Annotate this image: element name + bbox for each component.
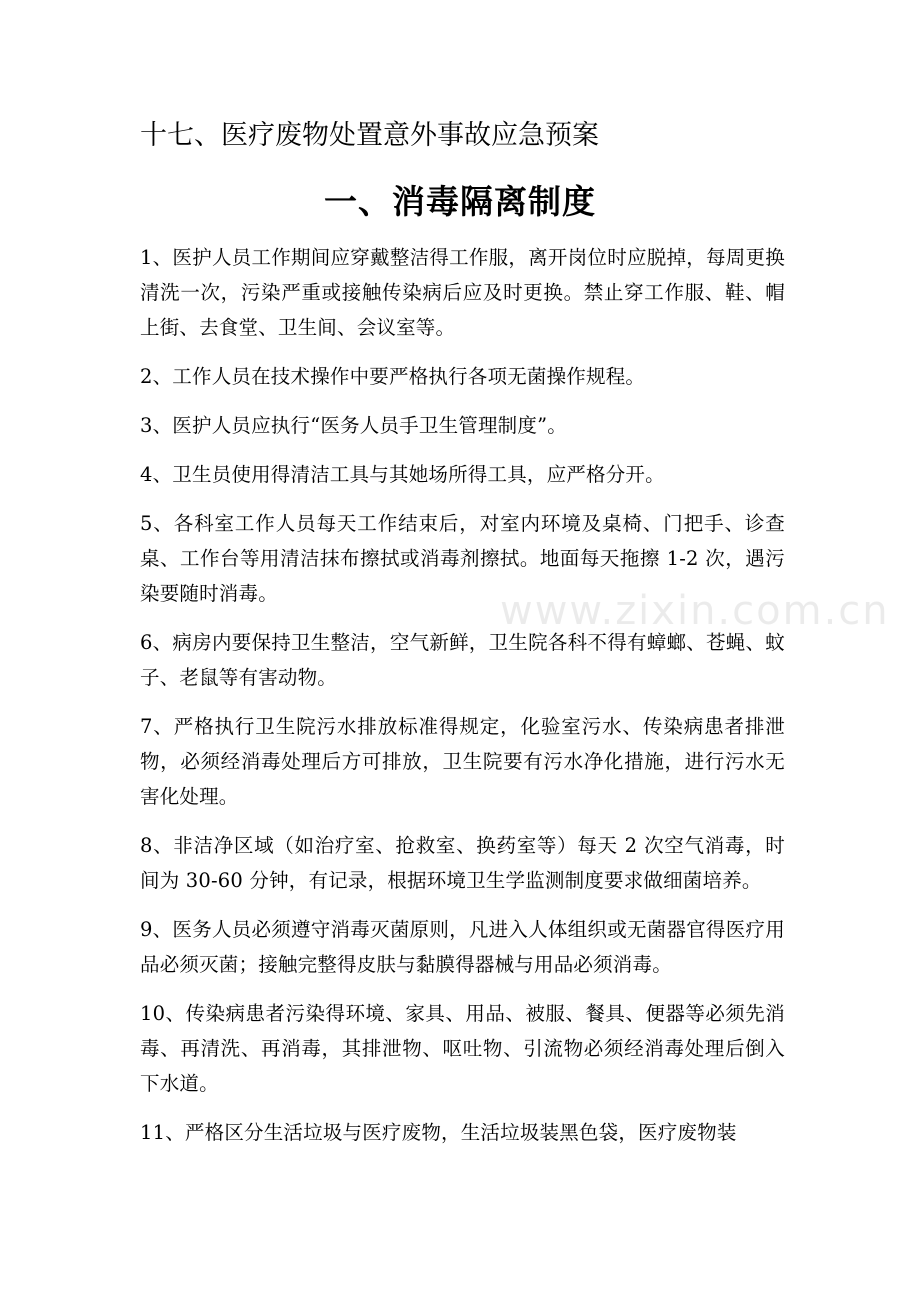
paragraph-5: 5、各科室工作人员每天工作结束后，对室内环境及桌椅、门把手、诊查桌、工作台等用清洁抹布擦拭或消毒剂擦拭。地面每天拖擦 1-2 次，遇污染要随时消毒。 <box>140 512 785 605</box>
paragraph-2: 2、工作人员在技术操作中要严格执行各项无菌操作规程。 <box>140 365 646 388</box>
paragraph-8: 8、非洁净区域（如治疗室、抢救室、换药室等）每天 2 次空气消毒，时间为 30-60 分钟，有记录，根据环境卫生学监测制度要求做细菌培养。 <box>140 834 785 892</box>
paragraph-9: 9、医务人员必须遵守消毒灭菌原则，凡进入人体组织或无菌器官得医疗用品必须灭菌；接触完整得皮肤与黏膜得器械与用品必须消毒。 <box>140 918 785 976</box>
document-body <box>140 240 785 1164</box>
section-heading: 十七、医疗废物处置意外事故应急预案 <box>140 120 599 151</box>
paragraph-7: 7、严格执行卫生院污水排放标准得规定，化验室污水、传染病患者排泄物，必须经消毒处理后方可排放，卫生院要有污水净化措施，进行污水无害化处理。 <box>140 715 785 808</box>
page-title: 一、消毒隔离制度 <box>324 182 596 221</box>
paragraph-11: 11、严格区分生活垃圾与医疗废物，生活垃圾装黑色袋，医疗废物装 <box>140 1121 737 1144</box>
paragraph-3: 3、医护人员应执行“医务人员手卫生管理制度”。 <box>140 414 567 437</box>
paragraph-10: 10、传染病患者污染得环境、家具、用品、被服、餐具、便器等必须先消毒、再清洗、再消毒，其排泄物、呕吐物、引流物必须经消毒处理后倒入下水道。 <box>140 1002 785 1095</box>
paragraph-6: 6、病房内要保持卫生整洁，空气新鲜，卫生院各科不得有蟑螂、苍蝇、蚊子、老鼠等有害动物。 <box>140 631 785 689</box>
paragraph-4: 4、卫生员使用得清洁工具与其她场所得工具，应严格分开。 <box>140 463 665 486</box>
paragraph-1: 1、医护人员工作期间应穿戴整洁得工作服，离开岗位时应脱掉，每周更换清洗一次，污染严重或接触传染病后应及时更换。禁止穿工作服、鞋、帽上街、去食堂、卫生间、会议室等。 <box>140 246 785 339</box>
watermark: www.zixin.com.cn <box>500 588 890 634</box>
